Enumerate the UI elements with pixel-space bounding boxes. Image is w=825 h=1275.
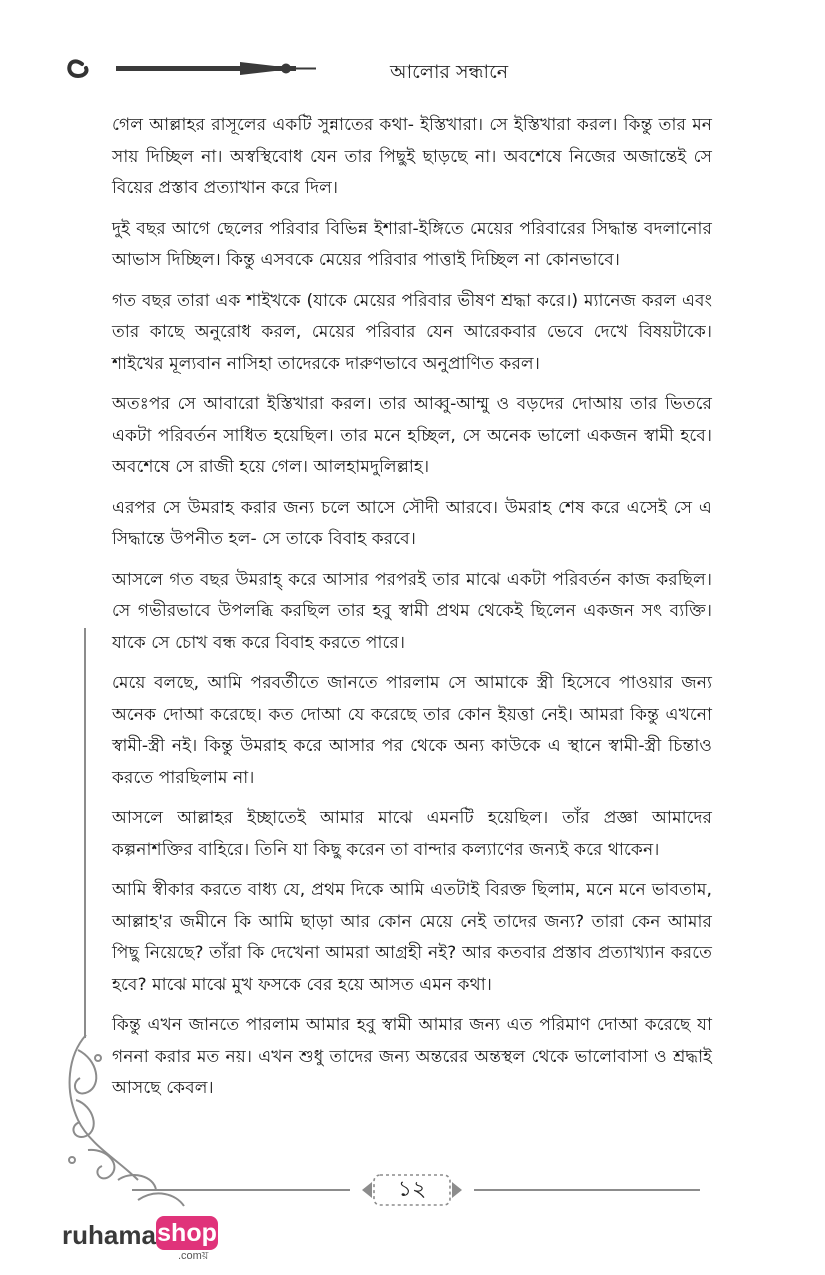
running-title: আলোর সন্ধানে (390, 61, 509, 83)
logo-domain-text: .comয় (178, 1250, 209, 1262)
paragraph: গেল আল্লাহর রাসূলের একটি সুন্নাতের কথা- ইস্তিখারা। সে ইস্তিখারা করল। কিন্তু তার মন সায় দিচ্ছিল না। অস্বস্থিবোধ যেন তার পিছুই ছাড়ছে না। অবশেষে নিজের অজান্তেই সে বিয়ের প্রস্তাব প্রত্যাখান করে দিল। (112, 115, 712, 198)
paragraph: মেয়ে বলছে, আমি পরবর্তীতে জানতে পারলাম সে আমাকে স্ত্রী হিসেবে পাওয়ার জন্য অনেক দোআ করেছে। কত দোআ যে করেছে তার কোন ইয়ত্তা নেই। আমরা কিন্তু এখনো স্বামী-স্ত্রী নই। কিন্তু উমরাহ করে আসার পর থেকে অন্য কাউকে এ স্থানে স্বামী-স্ত্রী চিন্তাও করতে পারছিলাম না। (112, 673, 712, 788)
page-number: ১২ (397, 1177, 427, 1202)
paragraph: কিন্তু এখন জানতে পারলাম আমার হবু স্বামী আমার জন্য এত পরিমাণ দোআ করেছে যা গননা করার মত নয়। এখন শুধু তাদের জন্য অন্তরের অন্তস্থল থেকে ভালোবাসা ও শ্রদ্ধাই আসছে কেবল। (112, 1015, 712, 1098)
footer-line-right (474, 1189, 700, 1191)
paragraph: আমি স্বীকার করতে বাধ্য যে, প্রথম দিকে আমি এতটাই বিরক্ত ছিলাম, মনে মনে ভাবতাম, আল্লাহ'র জমীনে কি আমি ছাড়া আর কোন মেয়ে নেই তাদের জন্য? তারা কেন আমার পিছু নিয়েছে? তাঁরা কি দেখেনা আমরা আগ্রহী নই? আর কতবার প্রস্তাব প্রত্যাখ্যান করতে হবে? মাঝে মাঝে মুখ ফসকে বের হয়ে আসত এমন কথা। (112, 880, 712, 995)
logo-brand-text: ruhama (62, 1220, 156, 1250)
paragraph: গত বছর তারা এক শাইখকে (যাকে মেয়ের পরিবার ভীষণ শ্রদ্ধা করে।) ম্যানেজ করল এবং তার কাছে অনুরোধ করল, মেয়ের পরিবার যেন আরেকবার ভেবে দেখে বিষয়টাকে। শাইখের মূল্যবান নাসিহা তাদেরকে দারুণভাবে অনুপ্রাণিত করল। (112, 290, 712, 374)
logo-highlight-text: shop (157, 1219, 217, 1247)
body-text (112, 110, 712, 1114)
paragraph: এরপর সে উমরাহ করার জন্য চলে আসে সৌদী আরবে। উমরাহ শেষ করে এসেই সে এ সিদ্ধান্তে উপনীত হল- সে তাকে বিবাহ করবে। (112, 497, 712, 549)
page-number-frame (360, 1172, 464, 1208)
footer-line-left (132, 1189, 350, 1191)
corner-flourish-ornament (58, 1030, 198, 1210)
paragraph: আসলে আল্লাহর ইচ্ছাতেই আমার মাঝে এমনটি হয়েছিল। তাঁর প্রজ্ঞা আমাদের কল্পনাশক্তির বাহিরে। তিনি যা কিছু করেন তা বান্দার কল্যাণের জন্যই করে থাকেন। (112, 808, 712, 860)
ruhama-shop-logo (62, 1214, 232, 1260)
paragraph: দুই বছর আগে ছেলের পরিবার বিভিন্ন ইশারা-ইঙ্গিতে মেয়ের পরিবারের সিদ্ধান্ত বদলানোর আভাস দিচ্ছিল। কিন্তু এসবকে মেয়ের পরিবার পাত্তাই দিচ্ছিল না কোনভাবে। (112, 218, 712, 270)
paragraph: অতঃপর সে আবারো ইস্তিখারা করল। তার আব্বু-আম্মু ও বড়দের দোআয় তার ভিতরে একটা পরিবর্তন সাধিত হয়েছিল। তার মনে হচ্ছিল, সে অনেক ভালো একজন স্বামী হবে। অবশেষে সে রাজী হয়ে গেল। আলহামদুলিল্লাহ। (112, 394, 712, 477)
frame-left-line (84, 628, 86, 1038)
page-header (60, 44, 760, 94)
paragraph: আসলে গত বছর উমরাহ্ করে আসার পরপরই তার মাঝে একটা পরিবর্তন কাজ করছিল। সে গভীরভাবে উপলব্ধি করছিল তার হবু স্বামী প্রথম থেকেই ছিলেন একজন সৎ ব্যক্তি। যাকে সে চোখ বন্ধ করে বিবাহ করতে পারে। (112, 569, 712, 653)
